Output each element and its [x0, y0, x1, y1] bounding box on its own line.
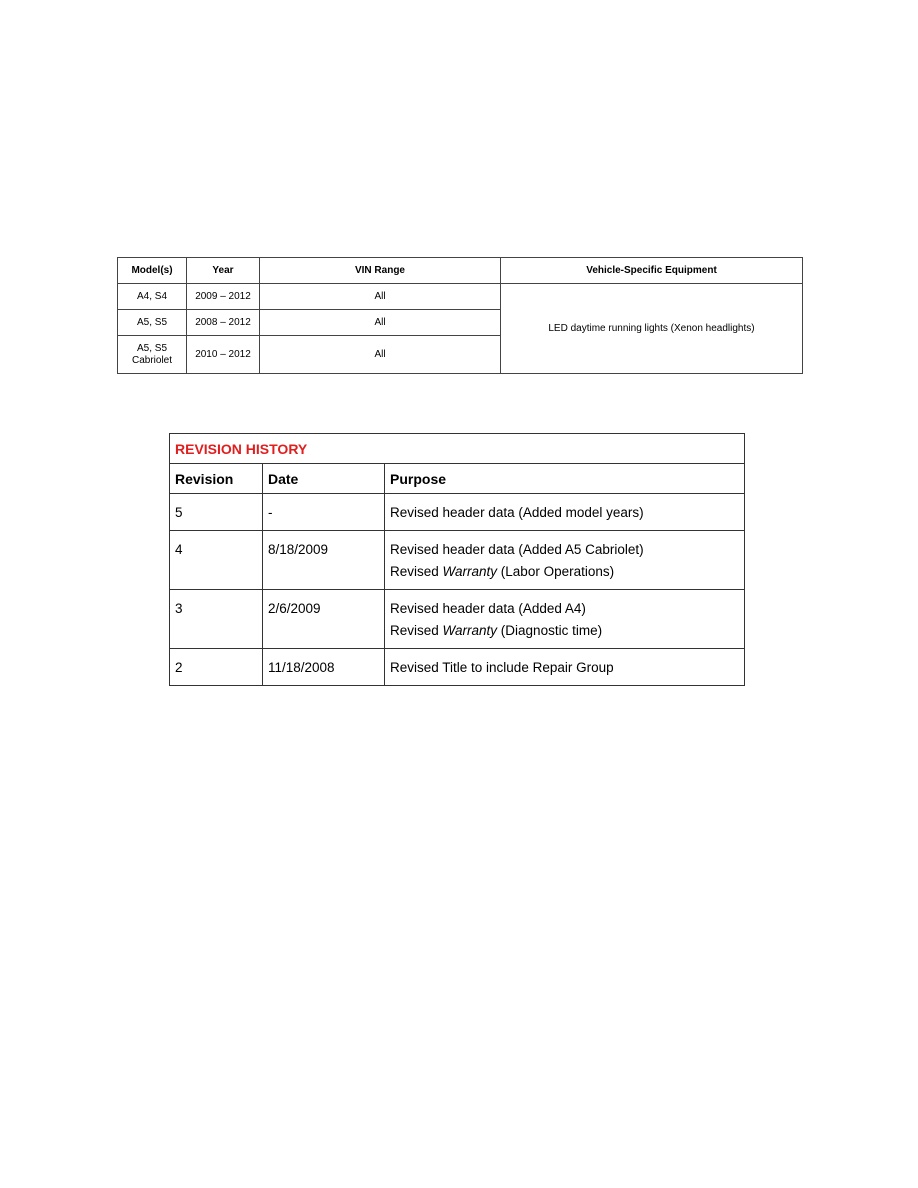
purpose-line	[390, 502, 739, 524]
purpose-line	[390, 539, 739, 561]
vin-cell: All	[260, 336, 501, 374]
column-header-year: Year	[187, 258, 260, 284]
purpose-line	[390, 620, 739, 642]
model-text: A5, S5	[136, 316, 168, 328]
purpose-text: Revised header data (Added A5 Cabriolet)	[390, 542, 644, 557]
model-text: A4, S4	[136, 290, 168, 302]
revision-number-cell: 2	[170, 649, 263, 686]
column-header-revision: Revision	[170, 464, 263, 494]
table-row	[118, 284, 803, 310]
purpose-text: Revised header data (Added A4)	[390, 601, 586, 616]
column-header-vin-range: VIN Range	[260, 258, 501, 284]
vin-cell: All	[260, 310, 501, 336]
revision-date-cell: 11/18/2008	[263, 649, 385, 686]
revision-date-cell: -	[263, 494, 385, 531]
table-row	[170, 531, 745, 590]
revision-number-cell: 4	[170, 531, 263, 590]
revision-header-row	[170, 464, 745, 494]
column-header-models: Model(s)	[118, 258, 187, 284]
revision-date-cell: 2/6/2009	[263, 590, 385, 649]
purpose-line	[390, 561, 739, 583]
purpose-line	[390, 657, 739, 679]
model-cell	[118, 336, 187, 374]
revision-purpose-cell	[385, 531, 745, 590]
purpose-emphasis: Warranty	[442, 564, 498, 579]
vin-cell: All	[260, 284, 501, 310]
model-text: A5, S5 Cabriolet	[131, 342, 173, 366]
revision-number-cell: 3	[170, 590, 263, 649]
year-cell: 2010 – 2012	[187, 336, 260, 374]
table-row	[170, 494, 745, 531]
revision-purpose-cell	[385, 590, 745, 649]
purpose-text: Revised	[390, 564, 443, 579]
table-row	[170, 649, 745, 686]
purpose-text: (Diagnostic time)	[497, 623, 603, 638]
equipment-cell: LED daytime running lights (Xenon headlights)	[501, 284, 803, 374]
revision-title-row	[170, 434, 745, 464]
purpose-emphasis: Warranty	[442, 623, 498, 638]
year-cell: 2009 – 2012	[187, 284, 260, 310]
purpose-text: Revised Title to include Repair Group	[390, 660, 614, 675]
year-cell: 2008 – 2012	[187, 310, 260, 336]
revision-history-title: REVISION HISTORY	[170, 434, 745, 464]
revision-history-table	[169, 433, 745, 686]
column-header-date: Date	[263, 464, 385, 494]
column-header-purpose: Purpose	[385, 464, 745, 494]
model-cell	[118, 310, 187, 336]
purpose-text: Revised	[390, 623, 443, 638]
column-header-equipment: Vehicle-Specific Equipment	[501, 258, 803, 284]
revision-date-cell: 8/18/2009	[263, 531, 385, 590]
revision-rows	[170, 494, 745, 686]
revision-purpose-cell	[385, 649, 745, 686]
table-header-row	[118, 258, 803, 284]
purpose-line	[390, 598, 739, 620]
purpose-text: Revised header data (Added model years)	[390, 505, 644, 520]
purpose-text: (Labor Operations)	[497, 564, 615, 579]
model-cell	[118, 284, 187, 310]
revision-number-cell: 5	[170, 494, 263, 531]
vehicle-applicability-table	[117, 257, 803, 374]
revision-purpose-cell	[385, 494, 745, 531]
table-row	[170, 590, 745, 649]
